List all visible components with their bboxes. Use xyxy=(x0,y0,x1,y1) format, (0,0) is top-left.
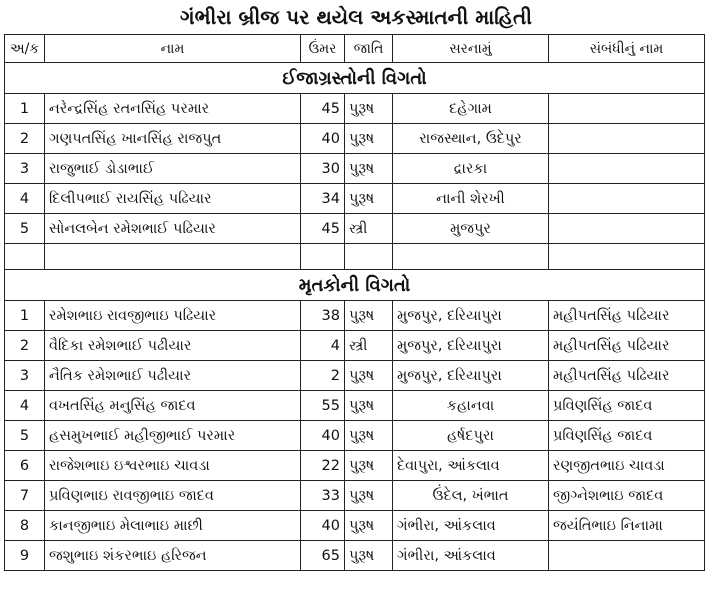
cell-gender: પુરૂષ xyxy=(345,421,393,451)
cell-address: મુજપુર, દરિયાપુરા xyxy=(393,301,549,331)
table-row xyxy=(5,154,705,184)
cell-age: 4 xyxy=(301,331,345,361)
cell-gender: પુરૂષ xyxy=(345,124,393,154)
cell-relative: પ્રવિણસિંહ જાદવ xyxy=(549,421,705,451)
cell-relative: જીગ્નેશભાઇ જાદવ xyxy=(549,481,705,511)
cell-age: 22 xyxy=(301,451,345,481)
table-row xyxy=(5,511,705,541)
cell-gender: સ્ત્રી xyxy=(345,331,393,361)
cell-relative xyxy=(549,124,705,154)
blank-cell xyxy=(345,244,393,270)
header-age: ઉંમર xyxy=(301,35,345,63)
cell-age: 45 xyxy=(301,94,345,124)
cell-name: રાજેશભાઇ ઇશ્વરભાઇ ચાવડા xyxy=(45,451,301,481)
cell-name: વૈદિકા રમેશભાઈ પઢીયાર xyxy=(45,331,301,361)
cell-gender: પુરૂષ xyxy=(345,451,393,481)
header-name: નામ xyxy=(45,35,301,63)
cell-relative: પ્રવિણસિંહ જાદવ xyxy=(549,391,705,421)
cell-relative: જયંતિભાઇ નિનામા xyxy=(549,511,705,541)
blank-cell xyxy=(301,244,345,270)
cell-address: કહાનવા xyxy=(393,391,549,421)
cell-age: 55 xyxy=(301,391,345,421)
cell-relative: મહીપતસિંહ પઢિયાર xyxy=(549,331,705,361)
cell-age: 45 xyxy=(301,214,345,244)
cell-name: હસમુખભાઈ મહીજીભાઈ પરમાર xyxy=(45,421,301,451)
cell-name: વખતસિંહ મનુસિંહ જાદવ xyxy=(45,391,301,421)
header-relative: સંબંધીનું નામ xyxy=(549,35,705,63)
cell-age: 2 xyxy=(301,361,345,391)
cell-gender: પુરૂષ xyxy=(345,391,393,421)
cell-address: રાજસ્થાન, ઉદેપુર xyxy=(393,124,549,154)
cell-age: 65 xyxy=(301,541,345,571)
cell-age: 40 xyxy=(301,511,345,541)
cell-relative xyxy=(549,94,705,124)
cell-serial: 2 xyxy=(5,124,45,154)
cell-name: સોનલબેન રમેશભાઈ પઢિયાર xyxy=(45,214,301,244)
cell-name: કાનજીભાઇ મેલાભાઇ માછી xyxy=(45,511,301,541)
cell-name: નૈતિક રમેશભાઈ પઢીયાર xyxy=(45,361,301,391)
cell-age: 30 xyxy=(301,154,345,184)
cell-gender: પુરૂષ xyxy=(345,184,393,214)
injured-section-row xyxy=(5,63,705,94)
cell-address: ગંભીરા, આંકલાવ xyxy=(393,541,549,571)
table-row xyxy=(5,391,705,421)
cell-gender: પુરૂષ xyxy=(345,361,393,391)
deceased-section-row xyxy=(5,270,705,301)
blank-cell xyxy=(549,244,705,270)
cell-gender: પુરૂષ xyxy=(345,541,393,571)
cell-gender: પુરૂષ xyxy=(345,511,393,541)
cell-name: રમેશભાઇ રાવજીભાઇ પઢિયાર xyxy=(45,301,301,331)
cell-gender: પુરૂષ xyxy=(345,481,393,511)
cell-relative xyxy=(549,184,705,214)
table-row xyxy=(5,94,705,124)
table-row xyxy=(5,184,705,214)
cell-name: નરેન્દ્રસિંહ રતનસિંહ પરમાર xyxy=(45,94,301,124)
table-row xyxy=(5,481,705,511)
cell-relative: મહીપતસિંહ પઢિયાર xyxy=(549,301,705,331)
cell-serial: 4 xyxy=(5,391,45,421)
cell-serial: 1 xyxy=(5,301,45,331)
table-row xyxy=(5,451,705,481)
cell-address: નાની શેરખી xyxy=(393,184,549,214)
cell-age: 40 xyxy=(301,421,345,451)
cell-serial: 7 xyxy=(5,481,45,511)
cell-name: ગણપતસિંહ ખાનસિંહ રાજપુત xyxy=(45,124,301,154)
cell-serial: 9 xyxy=(5,541,45,571)
cell-gender: સ્ત્રી xyxy=(345,214,393,244)
table-row xyxy=(5,361,705,391)
header-address: સરનામું xyxy=(393,35,549,63)
cell-gender: પુરૂષ xyxy=(345,154,393,184)
accident-table xyxy=(4,34,705,571)
cell-serial: 4 xyxy=(5,184,45,214)
cell-name: દિલીપભાઈ રાયસિંહ પઢિયાર xyxy=(45,184,301,214)
cell-address: મુજપુર, દરિયાપુરા xyxy=(393,331,549,361)
cell-serial: 8 xyxy=(5,511,45,541)
header-serial: અ/ક xyxy=(5,35,45,63)
page-title: ગંભીરા બ્રીજ પર થયેલ અકસ્માતની માહિતી xyxy=(180,5,532,29)
cell-relative: રણજીતભાઇ ચાવડા xyxy=(549,451,705,481)
deceased-heading: મૃતકોની વિગતો xyxy=(5,270,705,301)
cell-name: રાજુભાઈ ડોડાભાઈ xyxy=(45,154,301,184)
cell-age: 40 xyxy=(301,124,345,154)
cell-address: ગંભીરા, આંકલાવ xyxy=(393,511,549,541)
cell-name: જશુભાઇ શંકરભાઇ હરિજન xyxy=(45,541,301,571)
cell-address: દ્રારકા xyxy=(393,154,549,184)
cell-relative xyxy=(549,214,705,244)
cell-address: મુજપુર, દરિયાપુરા xyxy=(393,361,549,391)
cell-relative xyxy=(549,541,705,571)
blank-cell xyxy=(393,244,549,270)
cell-serial: 1 xyxy=(5,94,45,124)
cell-serial: 5 xyxy=(5,421,45,451)
table-body xyxy=(5,63,705,571)
cell-address: દેવાપુરા, આંકલાવ xyxy=(393,451,549,481)
header-gender: જાતિ xyxy=(345,35,393,63)
table-row xyxy=(5,421,705,451)
table-row xyxy=(5,331,705,361)
cell-address: હર્ષદપુરા xyxy=(393,421,549,451)
header-row xyxy=(5,35,705,63)
cell-address: ઉંદેલ, ખંભાત xyxy=(393,481,549,511)
table-row xyxy=(5,214,705,244)
cell-relative xyxy=(549,154,705,184)
cell-serial: 2 xyxy=(5,331,45,361)
cell-address: દહેગામ xyxy=(393,94,549,124)
cell-age: 34 xyxy=(301,184,345,214)
cell-address: મુજપુર xyxy=(393,214,549,244)
injured-heading: ઈજાગ્રસ્તોની વિગતો xyxy=(5,63,705,94)
table-row xyxy=(5,124,705,154)
cell-name: પ્રવિણભાઇ રાવજીભાઇ જાદવ xyxy=(45,481,301,511)
table-row xyxy=(5,541,705,571)
cell-serial: 6 xyxy=(5,451,45,481)
blank-cell xyxy=(45,244,301,270)
cell-age: 38 xyxy=(301,301,345,331)
blank-cell xyxy=(5,244,45,270)
cell-relative: મહીપતસિંહ પઢિયાર xyxy=(549,361,705,391)
cell-gender: પુરૂષ xyxy=(345,94,393,124)
cell-serial: 3 xyxy=(5,154,45,184)
table-row xyxy=(5,301,705,331)
cell-serial: 5 xyxy=(5,214,45,244)
blank-row xyxy=(5,244,705,270)
cell-serial: 3 xyxy=(5,361,45,391)
cell-gender: પુરૂષ xyxy=(345,301,393,331)
cell-age: 33 xyxy=(301,481,345,511)
